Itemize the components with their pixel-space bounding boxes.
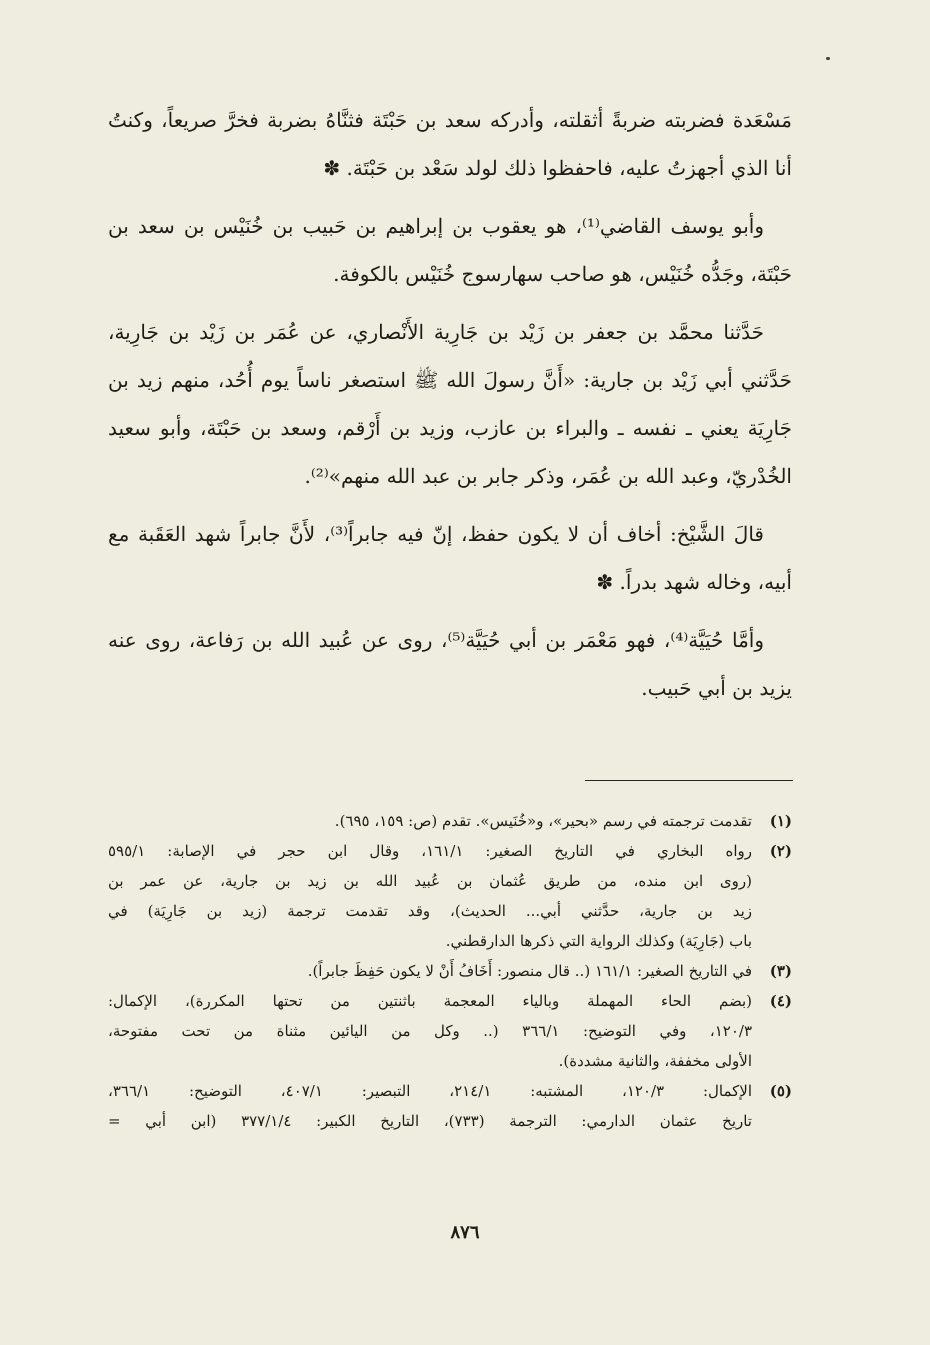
footnote-3 [108,956,792,986]
footnote-body [108,986,752,1076]
line: وأبو يوسف القاضي⁽¹⁾، هو يعقوب بن إبراهيم بن حَبيب بن خُنَيْس بن [174,214,764,238]
footnote-body [108,836,752,956]
line: وسعد بن حَبْتَة، وأبو سعيد الخُدْريّ، وعبد الله بن عُمَر، وذكر جابر بن [108,416,792,488]
line: عبد الله منهم»⁽²⁾. [304,464,451,488]
line: وكنتُ أنا الذي أجهزتُ عليه، فاحفظوا ذلك لولد سَعْد بن حَبْتَة. ✽ [108,108,792,180]
footnote-line: زيد بن جارية، حدَّثني أبي... الحديث)، وقد تقدمت ترجمة (زيد بن جَارِيَة) في [108,902,752,920]
footnote-line: في التاريخ الصغير: ١٦١/١ (.. قال منصور: أَخَافُ أَنْ لا يكون حَفِظَ جابراً). [307,962,752,980]
footnote-line: تقدمت ترجمته في رسم «بحير»، و«خُنَيس». تقدم (ص: ١٥٩، ٦٩٥). [334,812,752,830]
ink-speck [826,57,830,60]
footnotes [108,806,792,1136]
footnote-1 [108,806,792,836]
line: أُحُد، منهم زيد بن جَارِيَة يعني ـ نفسه ـ والبراء بن عازب، وزيد بن أَرْقم، [108,368,792,440]
footnote-number: (٥) [769,1082,792,1100]
footnote-line: (بضم الحاء المهملة وبالياء المعجمة باثنتين من تحتها المكررة)، الإكمال: [108,992,752,1010]
footnote-5 [108,1076,792,1136]
paragraph-1 [108,96,792,192]
footnote-line: ١٢٠/٣، وفي التوضيح: ٣٦٦/١ (.. وكل من اليائين مثناة من تحت مفتوحة، [108,1022,752,1040]
footnote-body [108,806,752,836]
paragraph-4 [108,510,792,606]
footnote-line: رواه البخاري في التاريخ الصغير: ١٦١/١، وقال ابن حجر في الإصابة: ٥٩٥/١ [108,842,752,860]
line: زَيْد بن جَارِية، حَدَّثني أبي زَيْد بن جارية: «أَنَّ رسولَ الله ﷺ استصغر ناساً يوم [108,320,792,392]
paragraph-2 [108,202,792,298]
paragraph-3 [108,308,792,500]
footnote-body [108,956,752,986]
footnote-body [108,1076,752,1136]
footnote-number: (٤) [769,992,792,1010]
footnote-number: (٣) [769,962,792,980]
footnote-number: (١) [769,812,792,830]
line: وأمَّا حُيَيَّة⁽⁴⁾، فهو مَعْمَر بن أبي حُيَيَّة⁽⁵⁾، روى عن عُبيد الله بن رَفاعة، [180,628,764,652]
line: مَسْعَدة فضربته ضربةً أثقلته، وأدركه سعد بن حَبْتَة فثنَّاهُ بضربة فخرَّ صريعاً، [152,108,792,132]
page-number: ٨٧٦ [450,1222,480,1243]
footnote-line: الأولى مخففة، والثانية مشددة). [558,1052,752,1070]
line: قالَ الشَّيْخ: أخاف أن لا يكون حفظ، إنّ فيه جابراً⁽³⁾، لأَنَّ جابراً [231,522,764,546]
footnote-line: تاريخ عثمان الدارمي: الترجمة (٧٣٣)، التاريخ الكبير: ٣٧٧/١/٤ (ابن أبي = [108,1112,752,1130]
footnote-number: (٢) [769,842,792,860]
line: شهد العَقَبة مع أبيه، وخاله شهد بدراً. ✽ [108,522,792,594]
main-text [108,96,792,722]
footnote-2 [108,836,792,956]
line: روى عنه يزيد بن أبي حَبيب. [108,628,792,700]
line: سعد بن حَبْتَة، وجَدُّه خُنَيْس، هو صاحب سهارسوج خُنَيْس بالكوفة. [108,214,792,286]
line: حَدَّثنا محمَّد بن جعفر بن زَيْد بن جَارِية الأَنْصاري، عن عُمَر بن [224,320,764,344]
footnote-line: باب (جَارِيَة) وكذلك الرواية التي ذكرها الدارقطني. [445,932,752,950]
footnote-separator [585,780,793,781]
paragraph-5 [108,616,792,712]
footnote-line: (روى ابن منده، من طريق عُثمان بن عُبيد الله بن زيد بن جارية، عن عمر بن [108,872,752,890]
footnote-line: الإكمال: ١٢٠/٣، المشتبه: ٢١٤/١، التبصير: ٤٠٧/١، التوضيح: ٣٦٦/١، [108,1082,752,1100]
footnote-4 [108,986,792,1076]
